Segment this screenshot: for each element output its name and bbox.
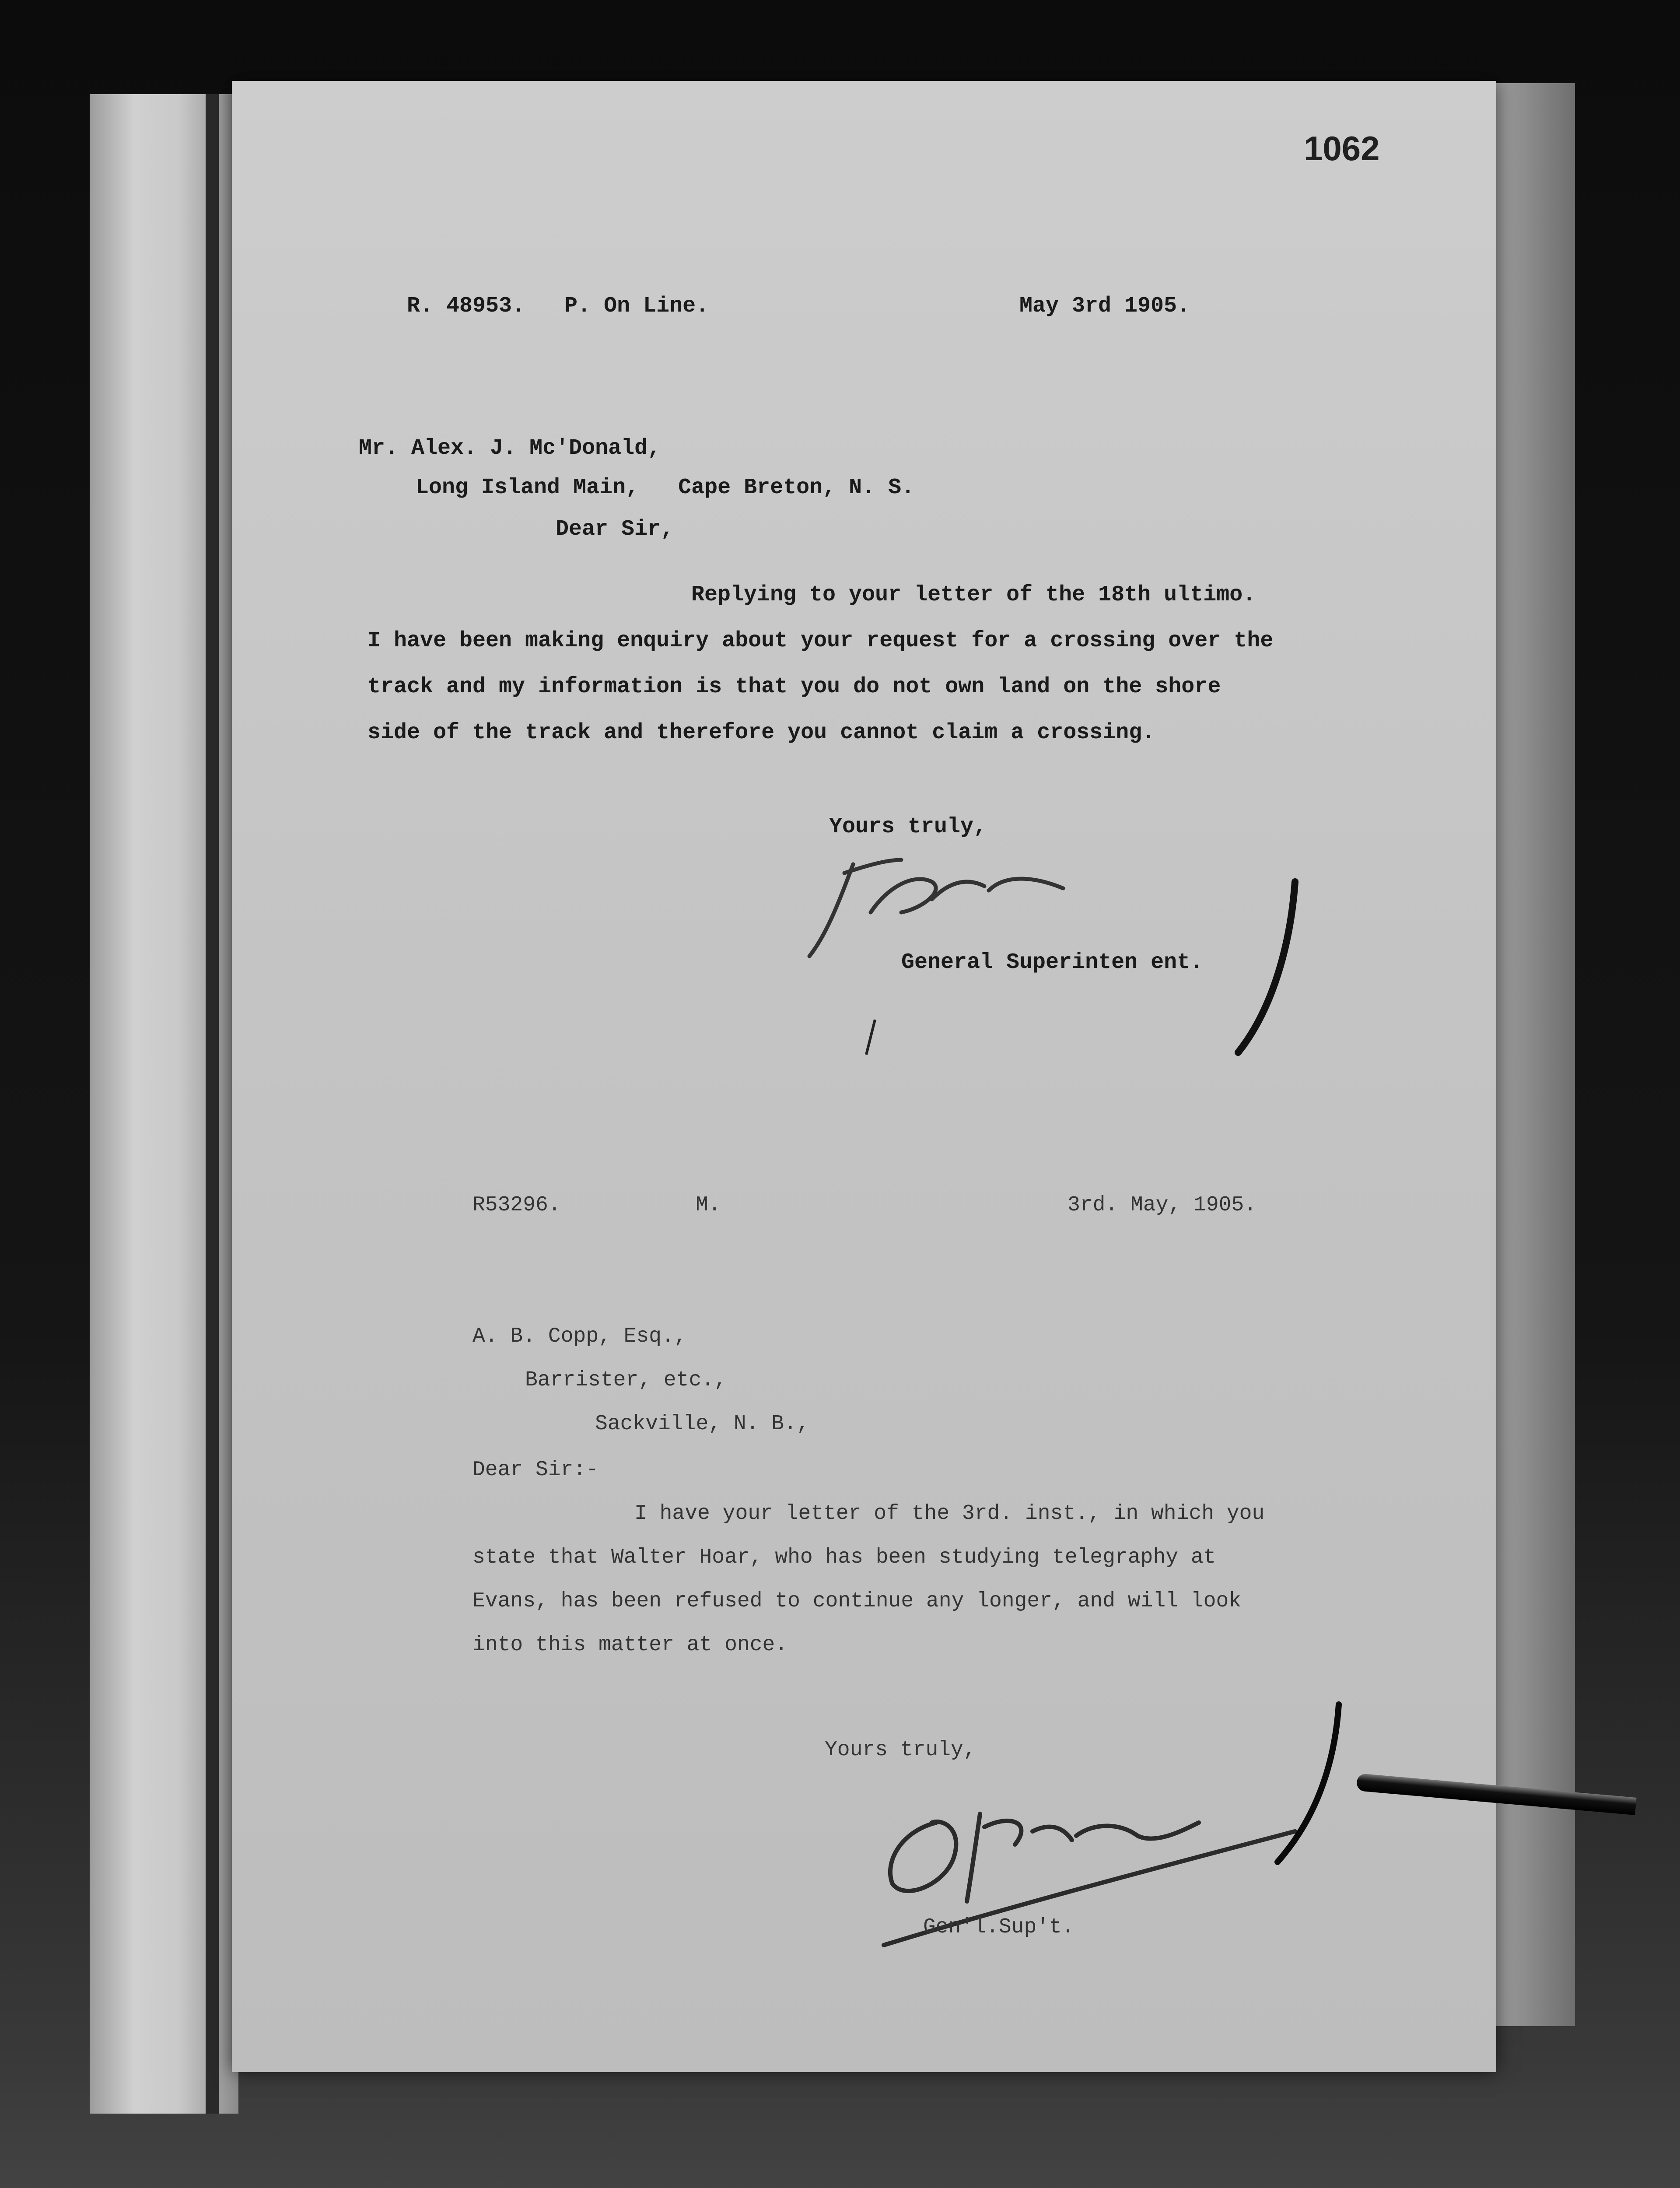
letter2-addressee-role: Barrister, etc., [525, 1368, 727, 1392]
letter1-salutation: Dear Sir, [556, 517, 674, 542]
letter2-body-line: into this matter at once. [472, 1633, 788, 1657]
letter2-addressee-place: Sackville, N. B., [595, 1412, 809, 1436]
letter2-date: 3rd. May, 1905. [1068, 1193, 1257, 1217]
letter1-title: General Superinten ent. [901, 950, 1204, 975]
letter2-body-line: I have your letter of the 3rd. inst., in which you [634, 1502, 1265, 1525]
letter1-date: May 3rd 1905. [1019, 294, 1190, 319]
letter1-body-line: Replying to your letter of the 18th ultimo. [691, 582, 1256, 607]
pencil-mark-icon [1273, 1700, 1343, 1866]
letter2-closing: Yours truly, [825, 1738, 976, 1762]
letter2-addressee-name: A. B. Copp, Esq., [472, 1325, 687, 1348]
pencil-mark-icon [1234, 877, 1299, 1061]
binding-gutter [206, 94, 219, 2114]
letter2-reference: R53296. [472, 1193, 561, 1217]
letter2-body-line: state that Walter Hoar, who has been studying telegraphy at [472, 1546, 1216, 1569]
letter2-salutation: Dear Sir:- [472, 1458, 599, 1482]
letter1-body-line: I have been making enquiry about your request for a crossing over the [368, 628, 1274, 653]
letter1-addressee-place: Long Island Main, Cape Breton, N. S. [416, 475, 915, 500]
letter1-closing: Yours truly, [829, 814, 987, 839]
letter2-reference-suffix: M. [696, 1193, 721, 1217]
letter1-addressee-name: Mr. Alex. J. Mc'Donald, [359, 436, 661, 461]
letter1-reference: R. 48953. P. On Line. [407, 294, 709, 319]
letterbook-page [232, 81, 1496, 2072]
pencil-tick-icon [862, 1017, 879, 1057]
letter2-title: Gen'l.Sup't. [923, 1915, 1074, 1939]
page-number: 1062 [1304, 129, 1380, 168]
letter2-body-line: Evans, has been refused to continue any longer, and will look [472, 1589, 1242, 1613]
letter1-body-line: side of the track and therefore you cannot claim a crossing. [368, 720, 1155, 745]
letter1-body-line: track and my information is that you do not own land on the shore [368, 674, 1221, 699]
